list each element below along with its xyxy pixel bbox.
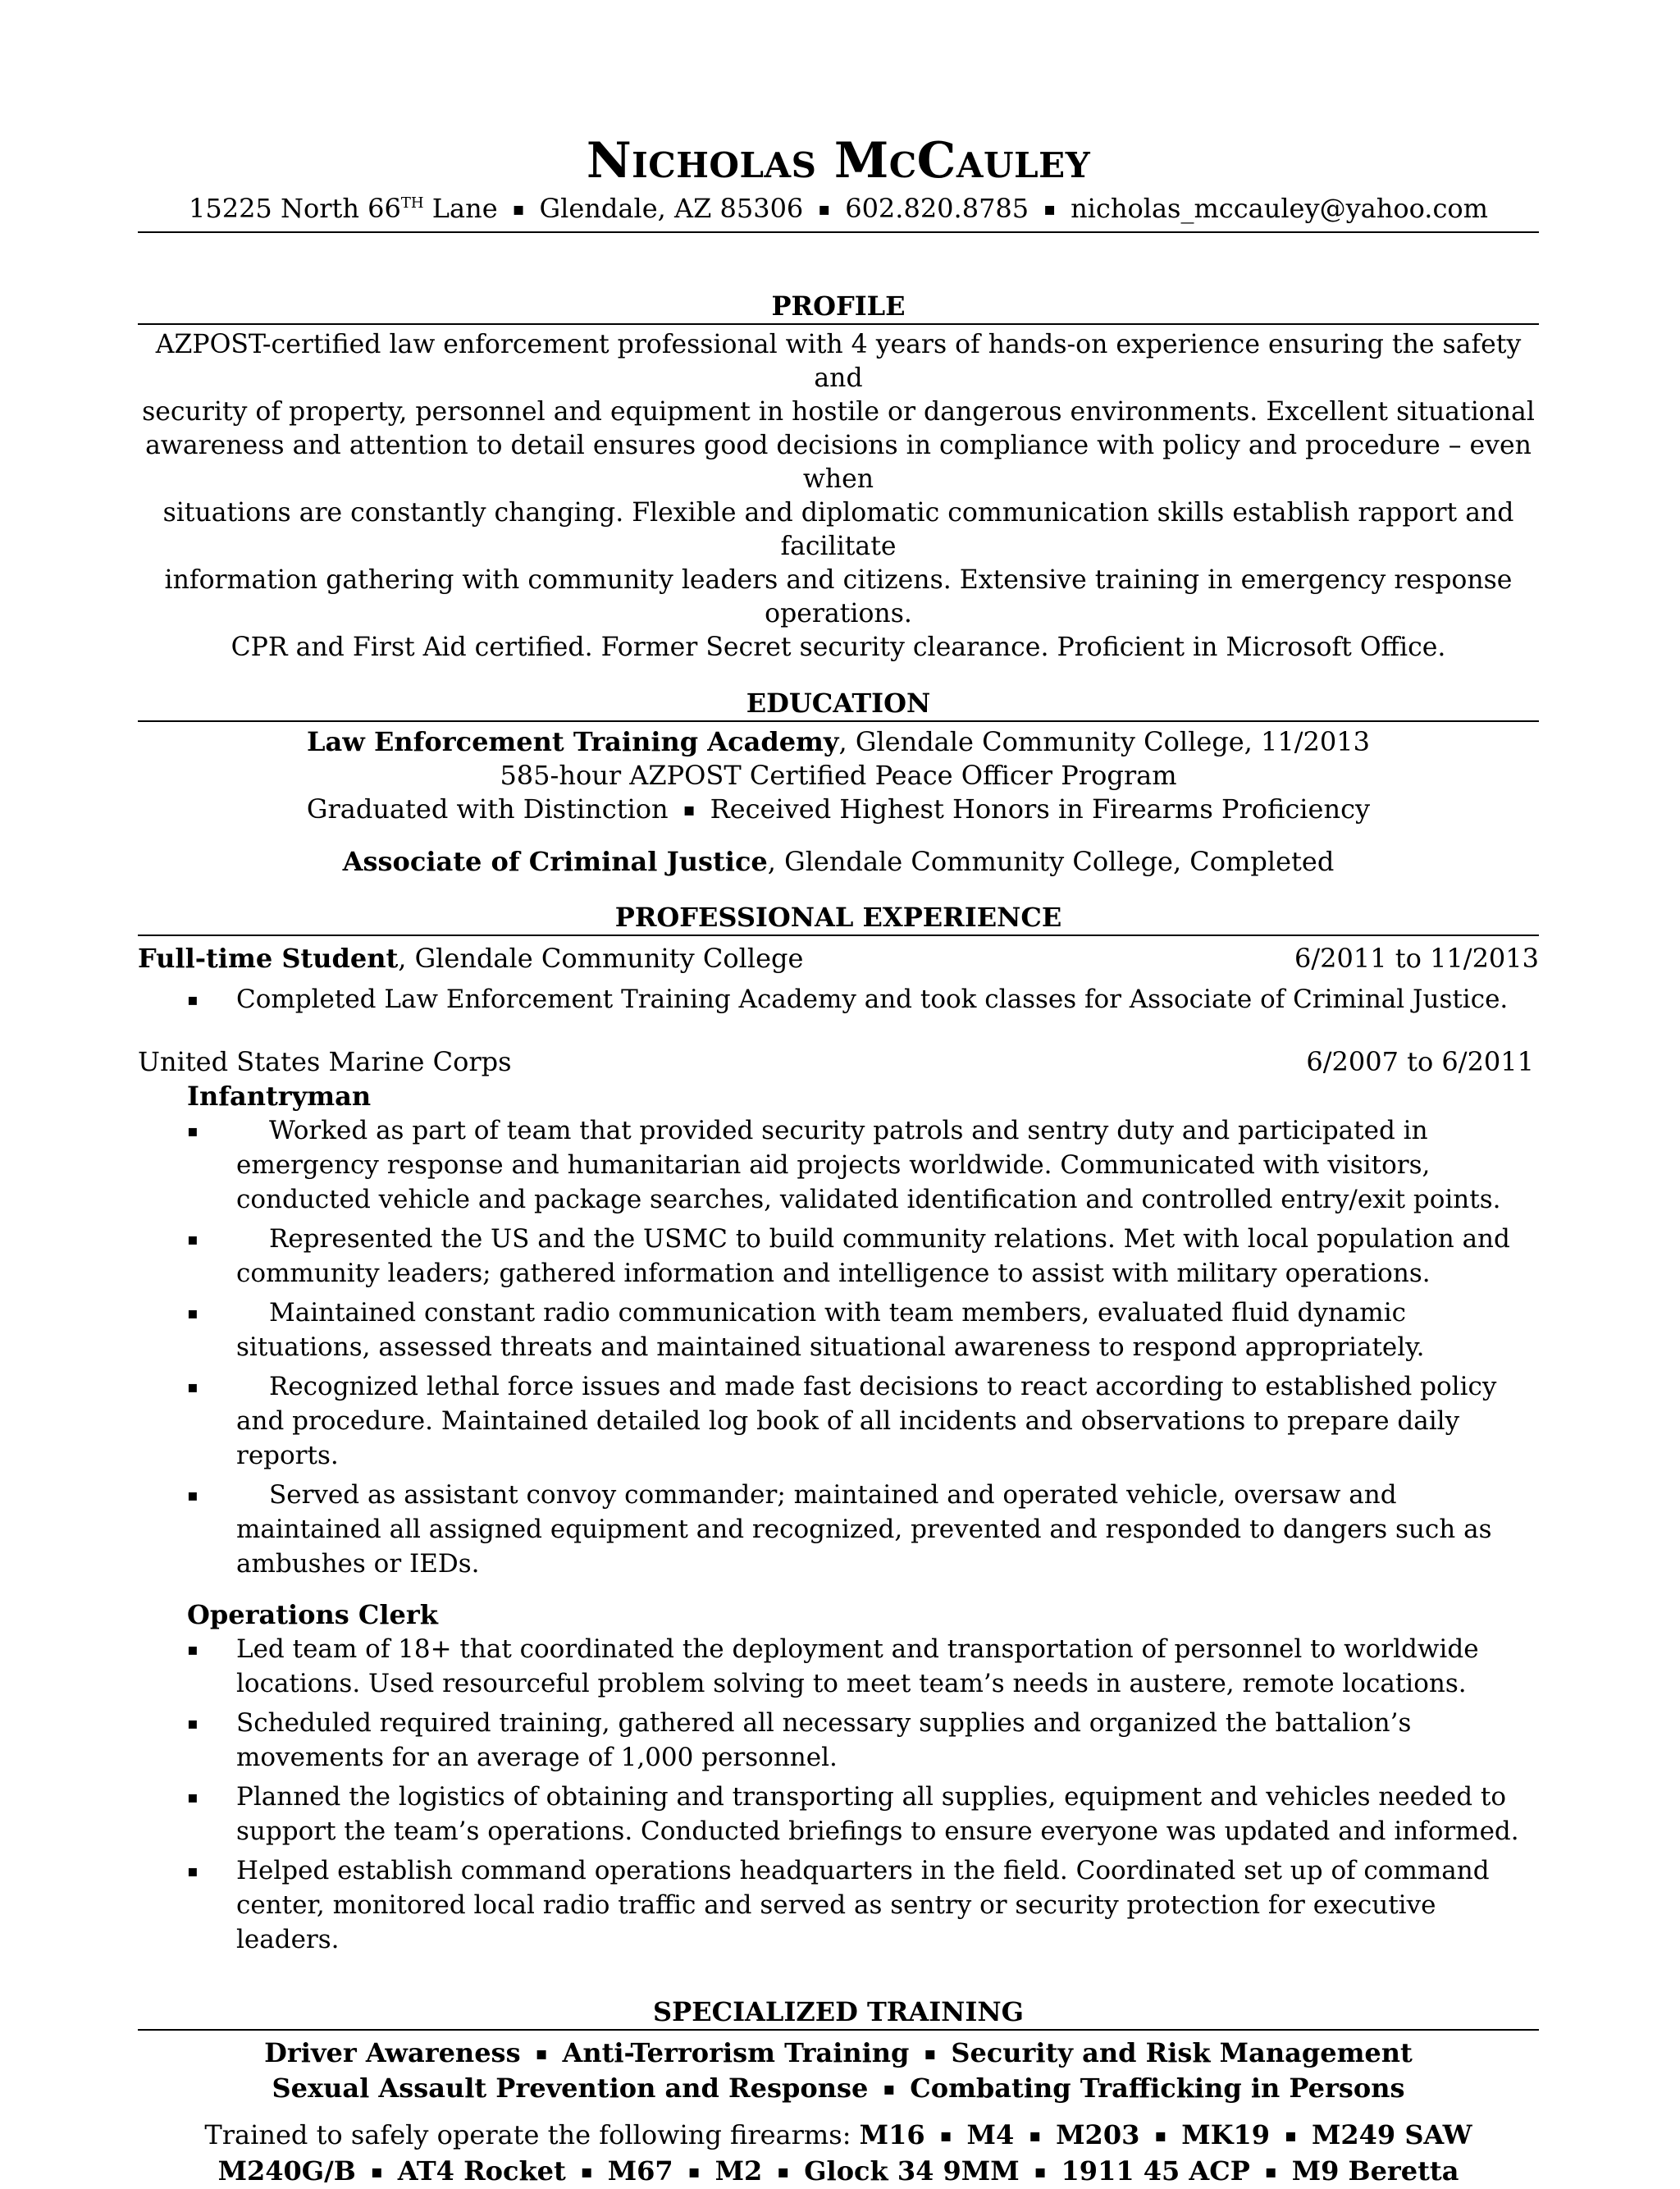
bullet-icon: ▪ <box>187 1639 199 1659</box>
bullet-icon: ▪ <box>187 1713 199 1733</box>
bullet-icon: ▪ <box>187 1303 199 1323</box>
list-item: ▪ Completed Law Enforcement Training Academy and took classes for Associate of Criminal Justice. <box>138 982 1539 1017</box>
email-address[interactable]: nicholas_mccauley@yahoo.com <box>1071 193 1488 224</box>
separator-icon: ▪ <box>1154 2126 1167 2146</box>
job-header <box>138 941 1539 976</box>
list-item: ▪ Led team of 18+ that coordinated the deployment and transportation of personnel to worldwide locations. Used resourceful problem solving to meet team’s needs in austere, remote locations. <box>138 1632 1539 1701</box>
firearm-item: M9 Beretta <box>1291 2155 1459 2187</box>
profile-line: security of property, personnel and equipment in hostile or dangerous environments. Excellent situational <box>142 397 1535 427</box>
bullet-icon: ▪ <box>187 1861 199 1881</box>
job-organization: United States Marine Corps <box>138 1046 512 1077</box>
job-organization: , Glendale Community College <box>398 943 804 974</box>
list-item: ▪ Represented the US and the USMC to build community relations. Met with local population and community leaders; gathered information and intelligence to assist with military operations. <box>138 1222 1539 1291</box>
list-item: ▪ Served as assistant convoy commander; maintained and operated vehicle, oversaw and maintained all assigned equipment and recognized, prevented and responded to dangers such as ambushes or IEDs. <box>138 1478 1539 1581</box>
bullet-icon: ▪ <box>187 1485 199 1505</box>
training-list <box>138 2036 1539 2106</box>
job-dates: 6/2007 to 6/2011 <box>1306 1046 1534 1077</box>
firearm-item: MK19 <box>1181 2119 1271 2150</box>
bullet-icon: ▪ <box>187 1787 199 1807</box>
profile-heading: PROFILE <box>138 289 1539 325</box>
firearm-item: M2 <box>714 2155 763 2187</box>
list-item: ▪ Scheduled required training, gathered all necessary supplies and organized the battalion’s movements for an average of 1,000 personnel. <box>138 1706 1539 1775</box>
training-item: Anti-Terrorism Training <box>562 2037 910 2068</box>
experience-heading: PROFESSIONAL EXPERIENCE <box>138 900 1539 936</box>
resume-page <box>138 131 1539 2189</box>
profile-line: CPR and First Aid certified. Former Secret security clearance. Proficient in Microsoft Office. <box>231 633 1446 662</box>
training-item: Security and Risk Management <box>951 2037 1413 2068</box>
job-title: Full-time Student <box>138 943 399 974</box>
degree-program: 585-hour AZPOST Certified Peace Officer Program <box>500 760 1177 791</box>
job-bullet-list <box>138 982 1539 1017</box>
education-entry <box>138 725 1539 827</box>
separator-icon: ▪ <box>939 2126 952 2146</box>
separator-icon: ▪ <box>1264 2161 1277 2182</box>
bullet-icon: ▪ <box>187 1229 199 1249</box>
role-bullet-list <box>138 1113 1539 1581</box>
firearm-item: M249 SAW <box>1311 2119 1472 2150</box>
firearms-intro: Trained to safely operate the following firearms: <box>204 2119 860 2150</box>
degree-school: , Glendale Community College, 11/2013 <box>838 726 1370 757</box>
firearm-item: M203 <box>1056 2119 1140 2150</box>
training-item: Driver Awareness <box>264 2037 521 2068</box>
phone-number: 602.820.8785 <box>845 193 1029 224</box>
honor-item: Received Highest Honors in Firearms Proficiency <box>710 793 1371 825</box>
degree-title: Law Enforcement Training Academy <box>307 726 839 757</box>
honor-item: Graduated with Distinction <box>306 793 669 825</box>
separator-icon: ▪ <box>883 2078 896 2100</box>
profile-line: awareness and attention to detail ensures good decisions in compliance with policy and procedure – even when <box>145 431 1532 494</box>
profile-summary <box>138 328 1539 665</box>
profile-line: situations are constantly changing. Flexible and diplomatic communication skills establish rapport and facilitate <box>162 498 1514 561</box>
separator-icon: ▪ <box>682 800 696 820</box>
address-city: Glendale, AZ 85306 <box>539 193 804 224</box>
training-item: Combating Trafficking in Persons <box>910 2072 1405 2104</box>
education-entry <box>138 845 1539 879</box>
job-header <box>138 1044 1539 1079</box>
address-street: 15225 North 66TH Lane <box>188 193 498 224</box>
separator-icon: ▪ <box>370 2161 383 2182</box>
firearm-item: M4 <box>966 2119 1015 2150</box>
separator-icon: ▪ <box>535 2043 548 2064</box>
firearm-item: 1911 45 ACP <box>1061 2155 1250 2187</box>
role-bullet-list <box>138 1632 1539 1957</box>
training-item: Sexual Assault Prevention and Response <box>272 2072 869 2104</box>
separator-icon: ▪ <box>777 2161 790 2182</box>
bullet-icon: ▪ <box>187 989 199 1009</box>
separator-icon: ▪ <box>512 199 525 220</box>
list-item: ▪ Maintained constant radio communication with team members, evaluated fluid dynamic situations, assessed threats and maintained situational awareness to respond appropriately. <box>138 1296 1539 1364</box>
separator-icon: ▪ <box>924 2043 937 2064</box>
separator-icon: ▪ <box>580 2161 593 2182</box>
firearm-item: M240G/B <box>217 2155 356 2187</box>
contact-line <box>138 190 1539 233</box>
list-item: ▪ Worked as part of team that provided security patrols and sentry duty and participated in emergency response and humanitarian aid projects worldwide. Communicated with visitors, conducted vehicle and package searches, validated identification and controlled entry/exit points. <box>138 1113 1539 1217</box>
list-item: ▪ Planned the logistics of obtaining and transporting all supplies, equipment and vehicles needed to support the team’s operations. Conducted briefings to ensure everyone was updated and informed. <box>138 1780 1539 1849</box>
profile-line: AZPOST-certified law enforcement professional with 4 years of hands-on experience ensuring the safety and <box>155 330 1522 393</box>
firearms-list <box>138 2118 1539 2189</box>
bullet-icon: ▪ <box>187 1377 199 1396</box>
degree-school: , Glendale Community College, Completed <box>767 846 1335 877</box>
role-title: Operations Clerk <box>187 1599 438 1630</box>
degree-title: Associate of Criminal Justice <box>342 846 768 877</box>
separator-icon: ▪ <box>1285 2126 1297 2146</box>
separator-icon: ▪ <box>1034 2161 1047 2182</box>
profile-line: information gathering with community leaders and citizens. Extensive training in emergency response operations. <box>164 565 1513 628</box>
firearm-item: AT4 Rocket <box>397 2155 566 2187</box>
role-title: Infantryman <box>187 1081 372 1112</box>
firearm-item: M16 <box>859 2119 925 2150</box>
list-item: ▪ Recognized lethal force issues and made fast decisions to react according to established policy and procedure. Maintained detailed log book of all incidents and observations to prepare daily reports. <box>138 1369 1539 1473</box>
training-heading: SPECIALIZED TRAINING <box>138 1995 1539 2031</box>
separator-icon: ▪ <box>687 2161 701 2182</box>
separator-icon: ▪ <box>1029 2126 1042 2146</box>
separator-icon: ▪ <box>818 199 831 220</box>
job-dates: 6/2011 to 11/2013 <box>1294 943 1539 974</box>
list-item: ▪ Helped establish command operations headquarters in the field. Coordinated set up of command center, monitored local radio traffic and served as sentry or security protection for executive leaders. <box>138 1853 1539 1957</box>
firearm-item: M67 <box>607 2155 673 2187</box>
education-heading: EDUCATION <box>138 686 1539 722</box>
firearm-item: Glock 34 9MM <box>804 2155 1020 2187</box>
candidate-name: Nicholas McCauley <box>586 132 1091 190</box>
separator-icon: ▪ <box>1043 199 1057 220</box>
bullet-icon: ▪ <box>187 1121 199 1140</box>
